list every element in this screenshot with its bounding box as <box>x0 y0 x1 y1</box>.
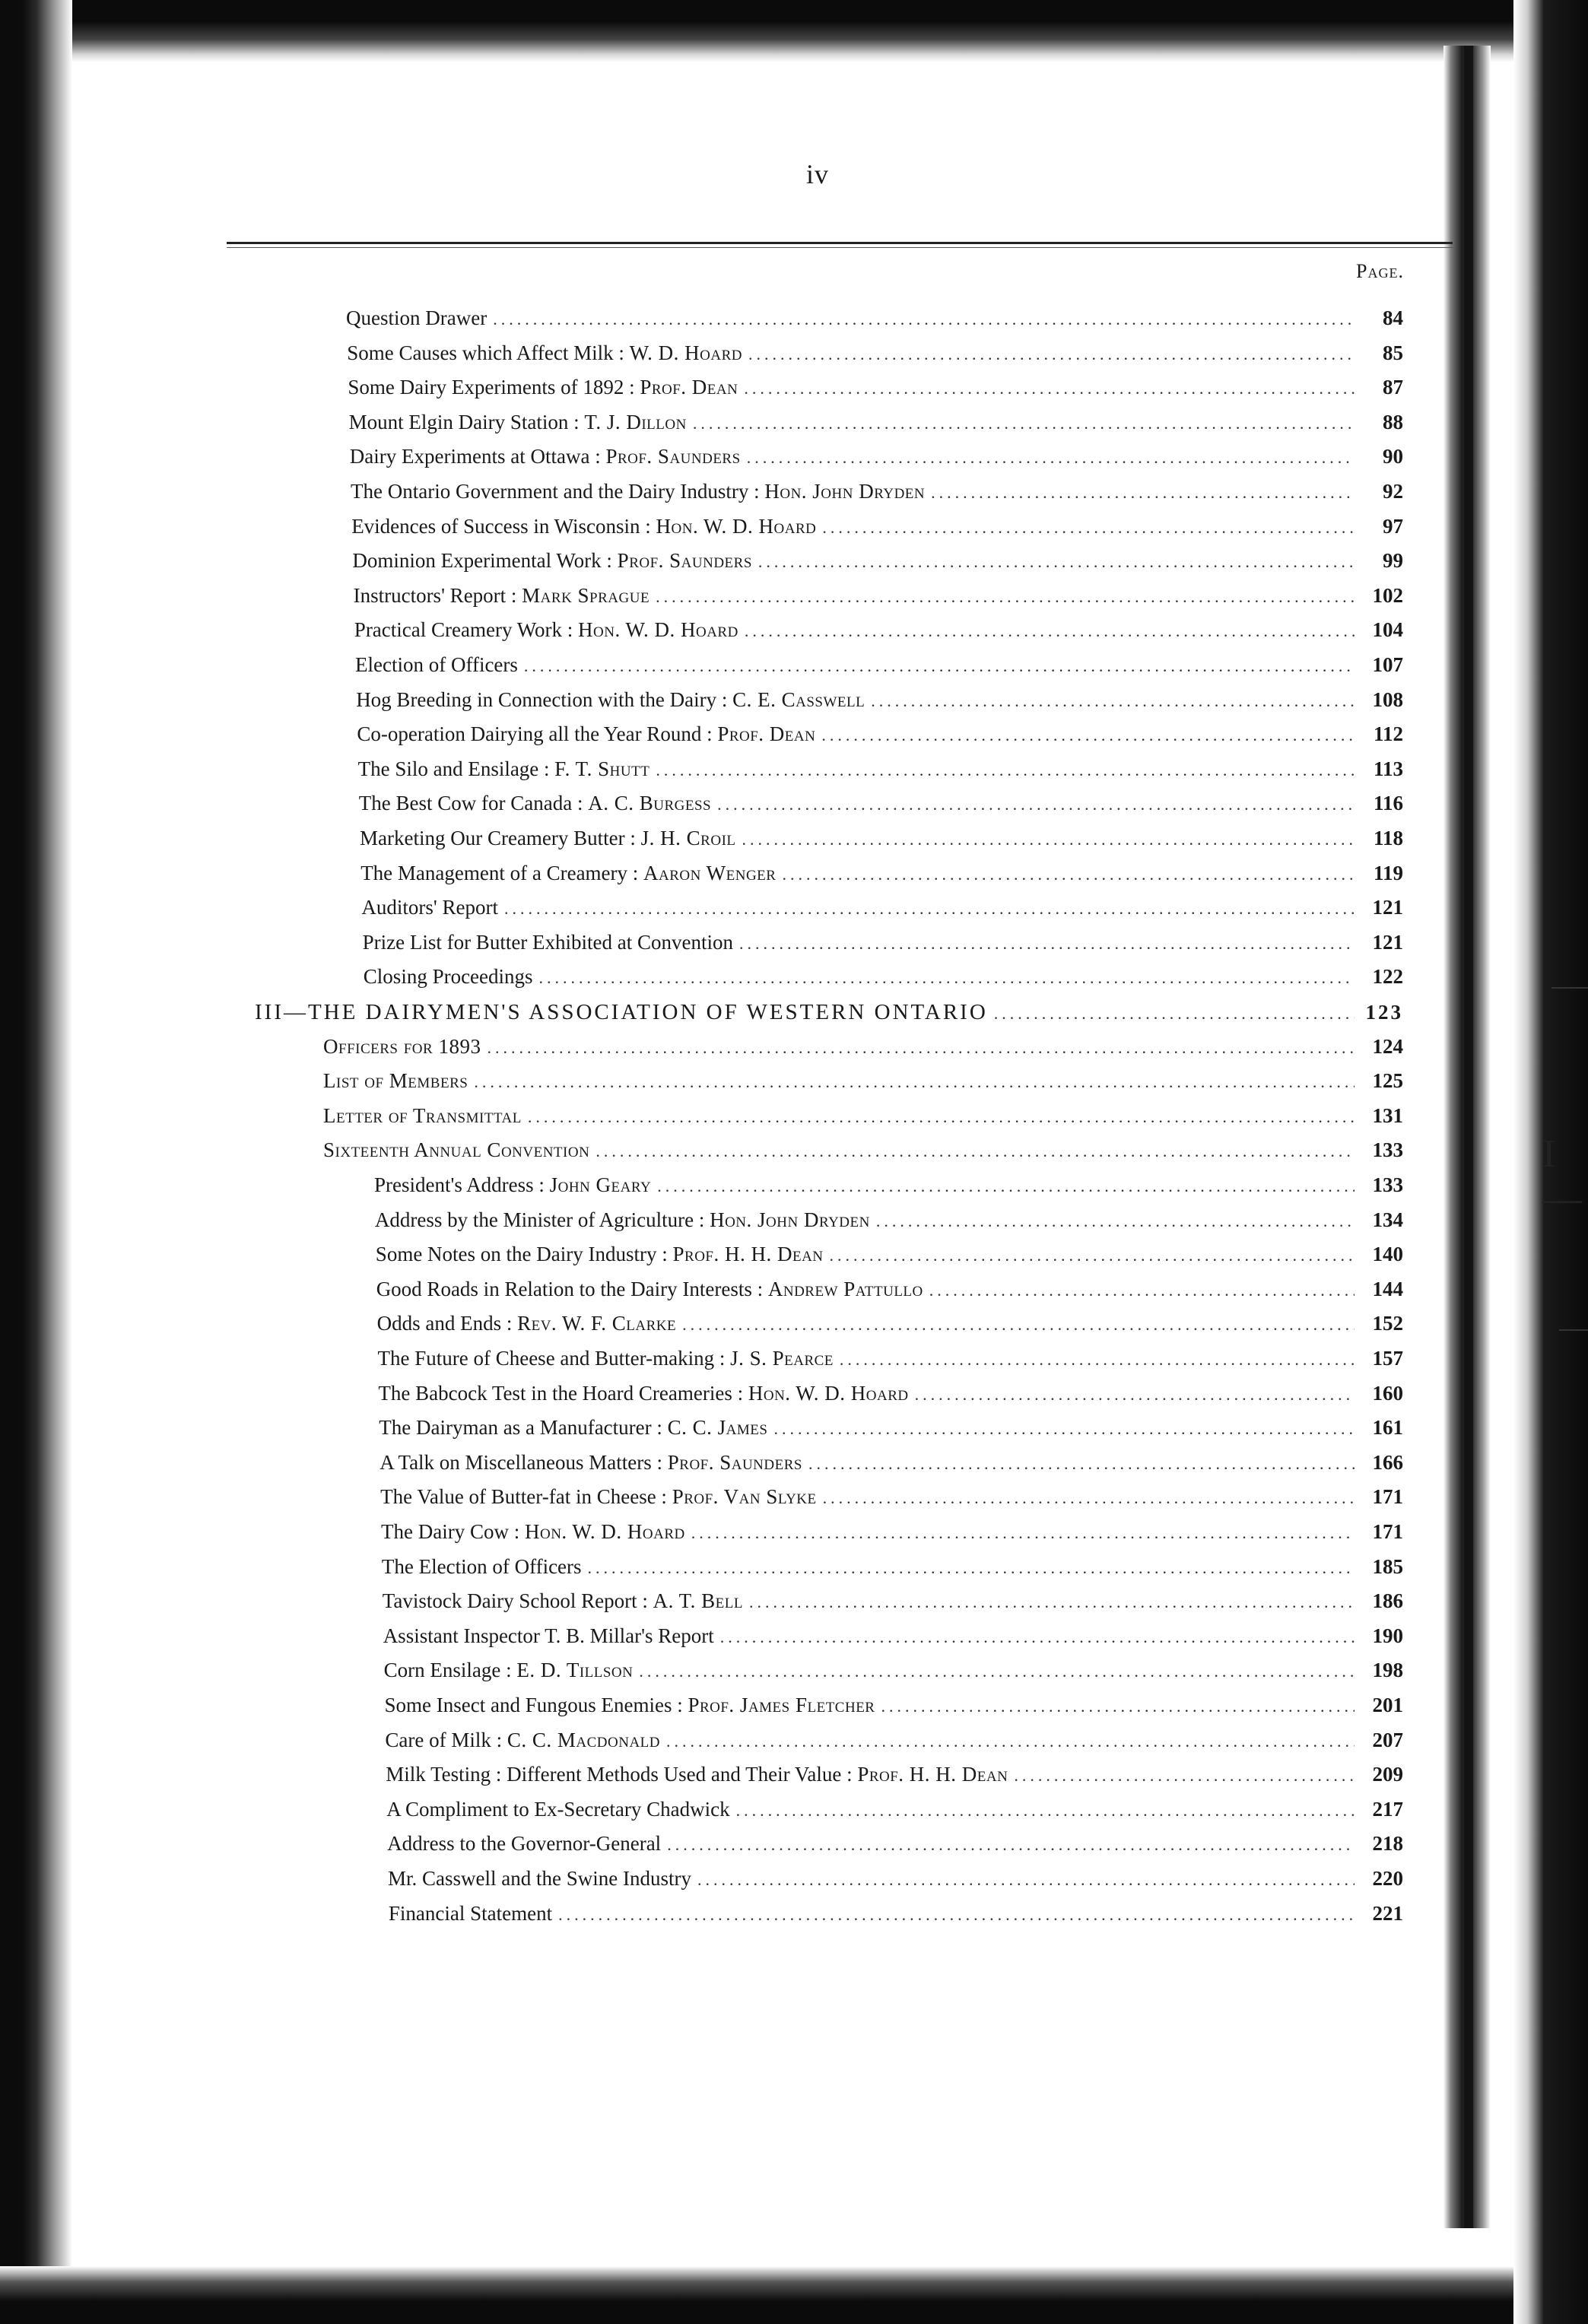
toc-entry-title <box>357 722 815 746</box>
toc-entry-title <box>359 792 711 815</box>
toc-entry <box>377 1312 1403 1345</box>
header-rule-thin <box>227 247 1453 248</box>
section-heading <box>255 1000 1403 1033</box>
toc-entry-author: C. C. James <box>667 1416 768 1440</box>
toc-entry-author: Hon. John Dryden <box>764 480 926 503</box>
dot-leader <box>773 1419 1355 1439</box>
toc-entry <box>360 862 1403 895</box>
dot-leader <box>747 448 1355 468</box>
toc-title-text: The Best Cow for Canada : <box>358 792 589 815</box>
dot-leader <box>656 587 1355 607</box>
dot-leader <box>822 518 1355 538</box>
toc-title-text: The Silo and Ensilage : <box>357 757 555 780</box>
toc-entry-page: 166 <box>1372 1450 1403 1474</box>
dot-leader <box>931 483 1355 503</box>
toc-entry-title <box>382 1555 582 1579</box>
toc-entry-title <box>354 618 738 642</box>
toc-entry-author: T. J. Dillon <box>584 410 687 433</box>
dot-leader <box>742 830 1355 849</box>
dot-leader <box>840 1350 1355 1370</box>
toc-entry-page: 108 <box>1372 687 1403 711</box>
dot-leader <box>717 795 1355 814</box>
toc-entry-page: 140 <box>1372 1243 1403 1266</box>
toc-entry-title <box>323 1138 589 1162</box>
toc-entry-page: 121 <box>1372 896 1403 919</box>
toc-entry-title <box>375 1208 870 1232</box>
toc-title-text: Practical Creamery Work : <box>354 618 579 642</box>
toc-entry-author: Aaron Wenger <box>643 861 777 884</box>
toc-title-text: Evidences of Success in Wisconsin : <box>351 514 656 538</box>
toc-title-text: Good Roads in Relation to the Dairy Interests : <box>376 1277 768 1300</box>
toc-title-text: Assistant Inspector T. B. Millar's Report <box>383 1624 714 1647</box>
toc-entry-page: 121 <box>1372 930 1403 954</box>
toc-entry-title <box>355 653 518 677</box>
dot-leader <box>588 1558 1355 1578</box>
page-column-label: Page. <box>1356 260 1404 282</box>
toc-entry-title <box>352 549 752 573</box>
binding-spine <box>1464 46 1473 2228</box>
toc-entry <box>351 515 1403 548</box>
toc-entry <box>375 1208 1403 1242</box>
toc-title-text: Question Drawer <box>346 306 488 329</box>
toc-entry-title <box>351 480 925 503</box>
toc-entry <box>364 965 1403 998</box>
toc-entry-page: 116 <box>1373 792 1403 815</box>
toc-entry-page: 107 <box>1372 653 1403 676</box>
toc-entry-author: C. C. Macdonald <box>507 1728 661 1751</box>
toc-entry-page: 144 <box>1372 1277 1403 1300</box>
dot-leader <box>697 1870 1355 1890</box>
toc-entry <box>358 757 1403 791</box>
page-number: iv <box>806 159 830 189</box>
toc-entry-page: 125 <box>1372 1069 1403 1093</box>
toc-entry-page: 124 <box>1372 1034 1403 1058</box>
toc-title-text: The Dairyman as a Manufacturer : <box>379 1416 668 1440</box>
dot-leader <box>821 725 1355 745</box>
toc-entry-page: 171 <box>1372 1485 1403 1509</box>
toc-entry <box>381 1520 1403 1554</box>
toc-entry-title <box>385 1694 875 1717</box>
dot-leader <box>881 1697 1355 1716</box>
toc-entry <box>388 1867 1403 1900</box>
toc-entry <box>384 1659 1403 1692</box>
toc-title-text: List of Members <box>323 1069 468 1093</box>
dot-leader <box>524 656 1355 676</box>
toc-entry-author: J. S. Pearce <box>730 1347 834 1370</box>
dot-leader <box>693 414 1355 433</box>
toc-title-text: Odds and Ends : <box>376 1312 518 1335</box>
dot-leader <box>808 1454 1355 1474</box>
toc-title-text: A Talk on Miscellaneous Matters : <box>380 1450 668 1474</box>
toc-entry-title <box>380 1485 817 1509</box>
toc-entry-author: J. H. Croil <box>640 827 736 849</box>
toc-entry <box>376 1278 1403 1311</box>
toc-entry-author: Prof. Dean <box>640 376 738 399</box>
toc-entry-title <box>348 376 738 399</box>
dot-leader <box>474 1072 1355 1092</box>
toc-entry <box>386 1798 1403 1831</box>
toc-entry-author: Hon. W. D. Hoard <box>524 1520 685 1543</box>
dot-leader <box>758 552 1355 572</box>
toc-entry <box>351 480 1403 513</box>
toc-title-text: Financial Statement <box>388 1901 553 1925</box>
toc-entry-title <box>385 1729 660 1752</box>
toc-entry-author: Prof. Saunders <box>617 549 752 573</box>
toc-entry <box>379 1416 1403 1449</box>
toc-entry-page: 123 <box>1365 1001 1403 1024</box>
toc-entry <box>383 1589 1403 1623</box>
dot-leader <box>915 1385 1355 1405</box>
toc-entry <box>374 1173 1403 1207</box>
toc-entry-page: 122 <box>1372 965 1403 989</box>
dot-leader <box>1014 1766 1355 1786</box>
toc-entry <box>359 792 1403 825</box>
toc-title-text: III—THE DAIRYMEN'S ASSOCIATION OF WESTERN ONTARIO <box>255 1000 988 1024</box>
toc-entry-author: A. T. Bell <box>653 1589 743 1613</box>
toc-entry <box>360 827 1403 860</box>
toc-entry <box>354 584 1403 618</box>
toc-entry-page: 209 <box>1372 1763 1403 1786</box>
toc-entry <box>357 722 1403 756</box>
toc-entry-page: 161 <box>1372 1416 1403 1440</box>
toc-title-text: Prize List for Butter Exhibited at Convention <box>362 930 734 954</box>
toc-entry-author: Andrew Pattullo <box>767 1277 923 1300</box>
scan-border-left <box>0 0 72 2324</box>
toc-entry-author: C. E. Casswell <box>732 687 865 711</box>
toc-entry-page: 133 <box>1372 1138 1403 1162</box>
toc-title-text: The Management of a Creamery : <box>360 861 644 884</box>
dot-leader <box>720 1627 1355 1647</box>
toc-entry-title <box>378 1347 834 1370</box>
toc-entry <box>349 411 1403 444</box>
toc-entry <box>380 1485 1403 1519</box>
toc-entry-author: Hon. John Dryden <box>710 1208 870 1231</box>
toc-entry-author: E. D. Tillson <box>516 1659 634 1682</box>
toc-entry-author: Prof. H. H. Dean <box>857 1763 1008 1786</box>
dot-leader <box>596 1141 1355 1161</box>
toc-title-text: Mr. Casswell and the Swine Industry <box>388 1867 691 1890</box>
dot-leader <box>504 899 1355 919</box>
toc-entry-author: Prof. Saunders <box>667 1450 802 1474</box>
toc-entry <box>382 1555 1403 1589</box>
toc-entry-page: 113 <box>1373 757 1403 780</box>
toc-title-text: Some Insect and Fungous Enemies : <box>384 1694 688 1716</box>
toc-entry <box>387 1832 1403 1865</box>
dot-leader <box>782 865 1355 884</box>
toc-entry-author: Mark Sprague <box>522 583 650 607</box>
toc-title-text: Instructors' Report : <box>353 583 522 607</box>
toc-title-text: Letter of Transmittal <box>323 1103 522 1127</box>
toc-entry <box>347 341 1403 375</box>
toc-entry-page: 88 <box>1382 410 1403 433</box>
toc-entry-title <box>354 584 649 608</box>
toc-entry-author: A. C. Burgess <box>588 792 712 815</box>
toc-entry-title <box>377 1312 677 1335</box>
dot-leader <box>876 1211 1355 1231</box>
toc-entry-page: 190 <box>1372 1624 1403 1647</box>
toc-entry-page: 201 <box>1372 1694 1403 1716</box>
toc-entry-page: 97 <box>1382 514 1403 538</box>
margin-tick <box>1559 1329 1588 1331</box>
toc-entry-title <box>351 515 816 538</box>
toc-entry-title <box>323 1035 481 1059</box>
margin-mark: I— <box>1542 1132 1582 1221</box>
toc-entry-page: 133 <box>1372 1173 1403 1196</box>
scan-border-bottom <box>0 2266 1588 2324</box>
toc-entry <box>383 1624 1403 1658</box>
toc-entry-page: 90 <box>1382 445 1403 468</box>
toc-entry-author: Rev. W. F. Clarke <box>517 1312 677 1335</box>
toc-entry <box>354 618 1403 652</box>
dot-leader <box>493 310 1355 329</box>
toc-entry <box>378 1347 1404 1380</box>
toc-entry-author: Prof. H. H. Dean <box>672 1243 824 1266</box>
toc-entry-author: Prof. Van Slyke <box>672 1485 817 1509</box>
dot-leader <box>871 691 1355 711</box>
toc-entry-author: Prof. James Fletcher <box>688 1694 875 1716</box>
margin-tick <box>1551 987 1588 989</box>
toc-entry-page: 198 <box>1372 1659 1403 1682</box>
toc-entry-title <box>364 965 533 989</box>
toc-entry <box>346 306 1403 340</box>
toc-entry-page: 218 <box>1372 1832 1403 1856</box>
toc-entry-title <box>374 1173 651 1197</box>
toc-entry-page: 131 <box>1372 1103 1403 1127</box>
toc-entry-title <box>389 1902 552 1926</box>
toc-entry-title <box>323 1069 468 1093</box>
dot-leader <box>830 1246 1355 1265</box>
toc-title-text: Hog Breeding in Connection with the Dairy : <box>356 687 733 711</box>
dot-leader <box>823 1488 1355 1508</box>
toc-title-text: Address by the Minister of Agriculture : <box>374 1208 710 1231</box>
toc-entry <box>323 1069 1403 1103</box>
toc-entry-title <box>376 1278 923 1301</box>
dot-leader <box>744 379 1355 398</box>
toc-entry-author: F. T. Shutt <box>554 757 650 780</box>
toc-title-text: Marketing Our Creamery Butter : <box>360 827 641 849</box>
toc-title-text: President's Address : <box>374 1173 550 1196</box>
toc-entry-author: John Geary <box>549 1173 652 1196</box>
toc-entry <box>378 1382 1403 1415</box>
toc-entry <box>355 653 1403 687</box>
toc-entry <box>323 1104 1403 1138</box>
dot-leader <box>558 1905 1355 1925</box>
toc-title-text: Some Causes which Affect Milk : <box>347 341 630 364</box>
toc-entry <box>363 931 1403 964</box>
toc-entry-author: Prof. Saunders <box>605 445 741 468</box>
dot-leader <box>487 1038 1355 1058</box>
toc-entry-page: 185 <box>1372 1554 1403 1578</box>
toc-entry-title <box>386 1798 729 1821</box>
toc-entry-title <box>346 306 487 330</box>
toc-title-text: The Value of Butter-fat in Cheese : <box>380 1485 672 1509</box>
toc-entry-title <box>323 1104 522 1128</box>
toc-entry-author: Prof. Dean <box>717 722 816 746</box>
toc-entry-title <box>349 411 687 434</box>
dot-leader <box>748 344 1355 364</box>
toc-entry-page: 207 <box>1372 1728 1403 1751</box>
toc-entry-title <box>360 827 736 850</box>
dot-leader <box>539 968 1355 988</box>
toc-entry-author: W. D. Hoard <box>629 341 742 364</box>
toc-entry-page: 104 <box>1372 618 1403 642</box>
toc-entry-title <box>387 1832 661 1856</box>
dot-leader <box>528 1107 1355 1127</box>
toc-entry-title <box>347 341 742 365</box>
toc-entry-title <box>356 688 865 712</box>
toc-title-text: A Compliment to Ex-Secretary Chadwick <box>386 1797 730 1821</box>
dot-leader <box>749 1592 1355 1612</box>
toc-entry-title <box>363 931 733 954</box>
toc-entry-title <box>388 1867 691 1891</box>
dot-leader <box>657 1176 1355 1196</box>
toc-entry <box>323 1035 1403 1068</box>
toc-entry-title <box>378 1382 908 1405</box>
toc-entry-page: 220 <box>1372 1867 1403 1890</box>
dot-leader <box>745 621 1355 641</box>
toc-title-text: The Dairy Cow : <box>381 1520 525 1543</box>
toc-entry-title <box>379 1416 767 1440</box>
toc-entry <box>385 1694 1404 1727</box>
toc-entry <box>380 1451 1403 1484</box>
dot-leader <box>682 1315 1355 1335</box>
toc-entry-title <box>360 862 776 885</box>
toc-entry-title <box>350 445 741 468</box>
toc-entry <box>361 896 1403 929</box>
toc-entry <box>356 688 1403 722</box>
dot-leader <box>736 1801 1355 1821</box>
toc-entry-title <box>255 1000 988 1025</box>
toc-entry-page: 186 <box>1372 1589 1403 1613</box>
toc-entry-page: 102 <box>1372 583 1403 607</box>
toc-entry-author: Hon. W. D. Hoard <box>656 514 817 538</box>
toc-entry <box>323 1138 1403 1172</box>
toc-title-text: Sixteenth Annual Convention <box>323 1138 590 1162</box>
toc-title-text: Dominion Experimental Work : <box>352 549 618 573</box>
dot-leader <box>739 934 1355 954</box>
toc-entry <box>376 1243 1403 1276</box>
toc-entry <box>386 1763 1403 1796</box>
toc-entry <box>352 549 1403 583</box>
toc-entry-title <box>381 1520 685 1544</box>
toc-title-text: Election of Officers <box>355 653 518 676</box>
toc-entry-title <box>358 757 650 781</box>
dot-leader <box>656 760 1355 780</box>
toc-entry-page: 119 <box>1373 861 1403 884</box>
toc-title-text: Co-operation Dairying all the Year Round : <box>357 722 718 746</box>
toc-entry <box>385 1729 1403 1762</box>
toc-entry-title <box>383 1624 714 1648</box>
dot-leader <box>666 1732 1355 1751</box>
toc-entry-page: 157 <box>1372 1347 1403 1370</box>
toc-title-text: Closing Proceedings <box>363 965 533 989</box>
toc-entry-page: 217 <box>1372 1797 1403 1821</box>
toc-entry-page: 152 <box>1372 1312 1403 1335</box>
toc-title-text: Auditors' Report <box>361 896 498 919</box>
toc-entry-author: Hon. W. D. Hoard <box>578 618 738 642</box>
toc-entry-title <box>384 1659 634 1682</box>
dot-leader <box>691 1523 1355 1543</box>
toc-entry <box>350 445 1403 478</box>
toc-entry-title <box>361 896 498 919</box>
toc-entry-page: 134 <box>1372 1208 1403 1231</box>
dot-leader <box>994 1004 1355 1024</box>
toc-entry-title <box>376 1243 824 1266</box>
toc-title-text: Mount Elgin Dairy Station : <box>348 410 585 433</box>
toc-entry <box>389 1902 1403 1935</box>
toc-title-text: The Ontario Government and the Dairy Industry : <box>351 480 765 503</box>
toc-entry-page: 92 <box>1383 480 1403 503</box>
toc-title-text: Some Notes on the Dairy Industry : <box>375 1243 673 1266</box>
dot-leader <box>929 1281 1355 1300</box>
toc-entry-page: 87 <box>1382 376 1403 399</box>
toc-title-text: Milk Testing : Different Methods Used and Their Value : <box>386 1763 858 1786</box>
toc-entry-author: Hon. W. D. Hoard <box>748 1381 909 1405</box>
toc-entry <box>348 376 1403 409</box>
toc-title-text: Dairy Experiments at Ottawa : <box>349 445 606 468</box>
toc-entry-page: 84 <box>1383 306 1403 329</box>
toc-title-text: Officers for 1893 <box>323 1034 481 1058</box>
header-rule <box>227 242 1453 244</box>
toc-entry-page: 171 <box>1372 1520 1403 1543</box>
toc-title-text: Address to the Governor-General <box>387 1832 662 1856</box>
toc-title-text: Care of Milk : <box>385 1728 507 1751</box>
toc-entry-title <box>383 1589 743 1613</box>
toc-title-text: Tavistock Dairy School Report : <box>382 1589 653 1613</box>
scan-border-top <box>0 0 1588 62</box>
toc-entry-page: 112 <box>1373 722 1403 746</box>
toc-title-text: Corn Ensilage : <box>383 1659 517 1682</box>
toc-entry-page: 85 <box>1382 341 1403 364</box>
toc-entry-title <box>386 1763 1008 1786</box>
toc-entry-page: 160 <box>1372 1381 1403 1405</box>
toc-entry-page: 221 <box>1372 1901 1403 1925</box>
toc-entry-title <box>380 1451 802 1475</box>
toc-entry-page: 118 <box>1373 827 1403 849</box>
dot-leader <box>639 1662 1355 1681</box>
toc-title-text: Some Dairy Experiments of 1892 : <box>348 376 640 399</box>
toc-title-text: The Future of Cheese and Butter-making : <box>377 1347 731 1370</box>
toc-title-text: The Babcock Test in the Hoard Creameries : <box>378 1381 748 1405</box>
toc-entry-page: 99 <box>1382 549 1403 573</box>
toc-title-text: The Election of Officers <box>381 1554 582 1578</box>
dot-leader <box>667 1835 1355 1855</box>
